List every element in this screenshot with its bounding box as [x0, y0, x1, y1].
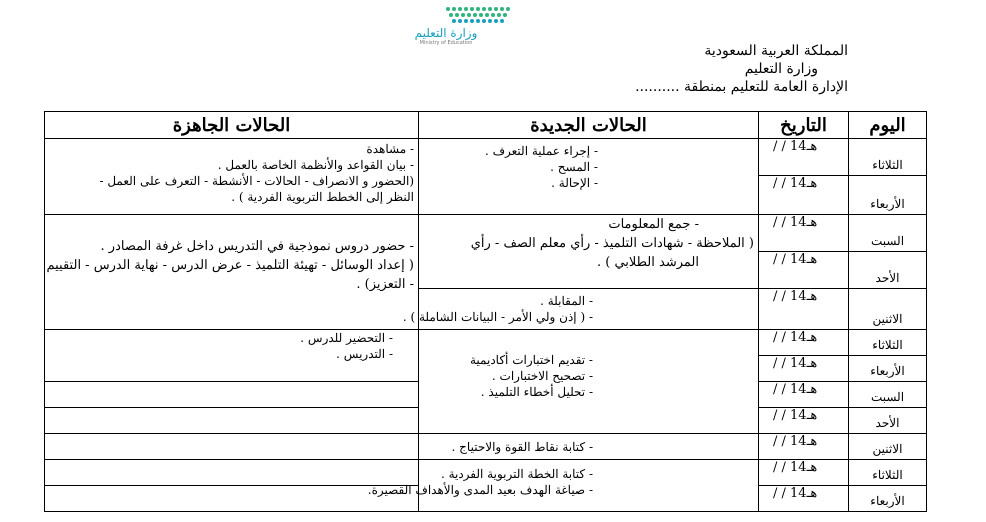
- list-item: - مشاهدة: [366, 142, 414, 156]
- list-item: - المقابلة .: [540, 294, 593, 308]
- day-cell: الأربعاء: [849, 356, 927, 382]
- list-item: - كتابة الخطة التربوية الفردية .: [440, 467, 593, 481]
- date-cell: / / 14هـ: [759, 252, 849, 289]
- day-cell: الأحد: [849, 252, 927, 289]
- list-item: - المسح .: [550, 160, 598, 174]
- table-row: [45, 460, 927, 486]
- day-cell: السبت: [849, 382, 927, 408]
- header-new-cases: الحالات الجديدة: [419, 112, 759, 139]
- header-ready-cases: الحالات الجاهزة: [45, 112, 419, 139]
- date-cell: / / 14هـ: [759, 289, 849, 330]
- list-item: المرشد الطلابي ) .: [596, 255, 699, 270]
- new-cases-cell: [367, 460, 759, 512]
- empty-cell: [45, 382, 419, 408]
- date-cell: / / 14هـ: [759, 408, 849, 434]
- ready-cases-cell: [45, 215, 419, 330]
- list-item: - تقديم اختبارات أكاديمية: [470, 353, 593, 367]
- list-item: - كتابة نقاط القوة والاحتياج .: [451, 440, 593, 454]
- empty-cell: [45, 434, 419, 460]
- list-item: - إجراء عملية التعرف .: [484, 144, 598, 158]
- date-cell: / / 14هـ: [759, 460, 849, 486]
- day-cell: الاثنين: [849, 434, 927, 460]
- table-row: [45, 139, 927, 176]
- empty-cell: [45, 486, 419, 512]
- day-cell: الأربعاء: [849, 486, 927, 512]
- ready-cases-cell: [45, 330, 419, 382]
- list-item: ( الملاحظة - شهادات التلميذ - رأي معلم الصف - رأي: [470, 236, 754, 251]
- date-cell: / / 14هـ: [759, 139, 849, 176]
- new-cases-cell: [419, 434, 759, 460]
- list-item: - الإحالة .: [551, 176, 598, 190]
- new-cases-cell: [419, 215, 759, 289]
- date-cell: / / 14هـ: [759, 382, 849, 408]
- day-cell: السبت: [849, 215, 927, 252]
- date-cell: / / 14هـ: [759, 330, 849, 356]
- date-cell: / / 14هـ: [759, 176, 849, 215]
- list-item: - صياغة الهدف بعيد المدى والأهداف القصيرة.: [367, 483, 593, 497]
- ministry-logo: [404, 4, 514, 48]
- header-day: اليوم: [849, 112, 927, 139]
- list-item: - بيان القواعد والأنظمة الخاصة بالعمل .: [217, 158, 414, 172]
- day-cell: الأحد: [849, 408, 927, 434]
- list-item: - تحليل أخطاء التلميذ .: [480, 385, 593, 399]
- header-date: التاريخ: [759, 112, 849, 139]
- day-cell: الثلاثاء: [849, 460, 927, 486]
- header-line-ministry: وزارة التعليم: [744, 61, 818, 77]
- list-item: - التعزيز) .: [356, 277, 414, 292]
- list-item: - تصحيح الاختبارات .: [491, 369, 593, 383]
- schedule-table: [44, 111, 927, 512]
- table-row: [45, 434, 927, 460]
- new-cases-cell: [402, 289, 759, 330]
- date-cell: / / 14هـ: [759, 215, 849, 252]
- header-line-department: الإدارة العامة للتعليم بمنطقة ..........: [635, 79, 848, 95]
- list-item: - حضور دروس نموذجية في التدريس داخل غرفة المصادر .: [100, 239, 414, 254]
- new-cases-cell: [419, 330, 759, 434]
- list-item: - التحضير للدرس .: [300, 331, 393, 345]
- logo-dots-icon: [404, 4, 514, 26]
- logo-arabic-text: وزارة التعليم: [414, 26, 478, 40]
- day-cell: الثلاثاء: [849, 330, 927, 356]
- day-cell: الأربعاء: [849, 176, 927, 215]
- list-item: - جمع المعلومات: [608, 217, 699, 232]
- date-cell: / / 14هـ: [759, 434, 849, 460]
- list-item: - ( إذن ولي الأمر - البيانات الشاملة ) .: [402, 310, 593, 324]
- empty-cell: [45, 460, 419, 486]
- table-row: [45, 330, 927, 356]
- list-item: النظر إلى الخطط التربوية الفردية ) .: [231, 190, 414, 204]
- date-cell: / / 14هـ: [759, 356, 849, 382]
- date-cell: / / 14هـ: [759, 486, 849, 512]
- day-cell: الاثنين: [849, 289, 927, 330]
- empty-cell: [45, 408, 419, 434]
- list-item: ( إعداد الوسائل - تهيئة التلميذ - عرض الدرس - نهاية الدرس - التقييم: [46, 258, 414, 273]
- day-cell: الثلاثاء: [849, 139, 927, 176]
- table-header-row: [45, 112, 927, 139]
- header-line-kingdom: المملكة العربية السعودية: [704, 43, 848, 59]
- document-header: [635, 42, 848, 96]
- table-row: [45, 215, 927, 252]
- list-item: (الحضور و الانصراف - الحالات - الأنشطة - التعرف على العمل -: [99, 174, 414, 188]
- logo-english-text: Ministry of Education: [419, 40, 473, 46]
- new-cases-cell: [419, 139, 759, 215]
- list-item: - التدريس .: [336, 347, 393, 361]
- ready-cases-cell: [45, 139, 419, 215]
